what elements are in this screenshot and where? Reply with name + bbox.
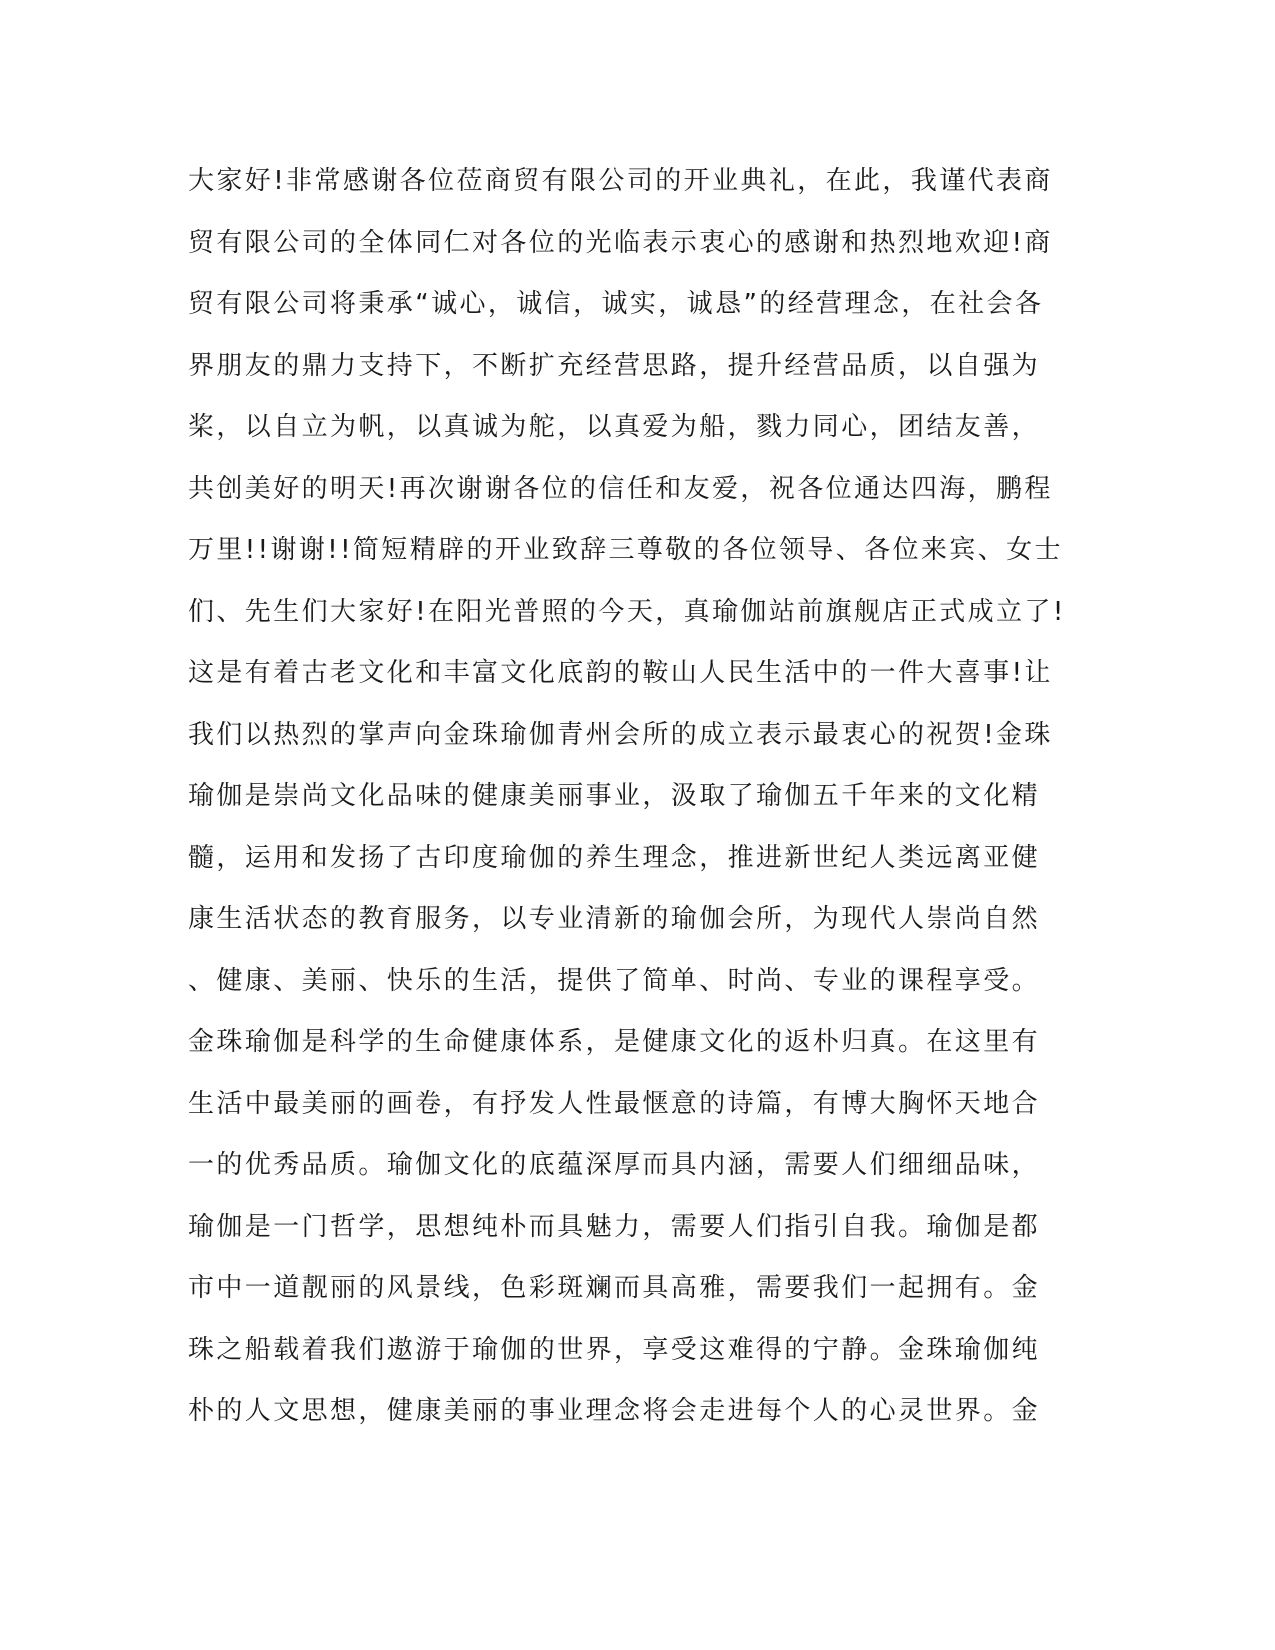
text-line: 我们以热烈的掌声向金珠瑜伽青州会所的成立表示最衷心的祝贺!金珠 [188,719,1053,750]
text-line: 瑜伽是一门哲学，思想纯朴而具魅力，需要人们指引自我。瑜伽是都 [188,1211,1041,1242]
text-line: 康生活状态的教育服务，以专业清新的瑜伽会所，为现代人崇尚自然 [188,904,1041,934]
body-text [188,162,1068,1454]
text-line: 万里!!谢谢!!简短精辟的开业致辞三尊敬的各位领导、各位来宾、女士 [188,535,1063,565]
text-line: 界朋友的鼎力支持下，不断扩充经营思路，提升经营品质，以自强为 [188,350,1041,381]
text-line: 们、先生们大家好!在阳光普照的今天，真瑜伽站前旗舰店正式成立了! [188,596,1066,627]
text-line: 髓，运用和发扬了古印度瑜伽的养生理念，推进新世纪人类远离亚健 [188,842,1041,873]
text-line: 一的优秀品质。瑜伽文化的底蕴深厚而具内涵，需要人们细细品味， [188,1150,1041,1180]
text-line: 共创美好的明天!再次谢谢各位的信任和友爱，祝各位通达四海，鹏程 [188,473,1053,504]
text-line: 桨，以自立为帆，以真诚为舵，以真爱为船，戮力同心，团结友善， [188,412,1041,442]
text-line: 贸有限公司的全体同仁对各位的光临表示衷心的感谢和热烈地欢迎!商 [188,227,1053,258]
text-line: 生活中最美丽的画卷，有抒发人性最惬意的诗篇，有博大胸怀天地合 [188,1088,1041,1119]
text-line: 瑜伽是崇尚文化品味的健康美丽事业，汲取了瑜伽五千年来的文化精 [188,781,1041,811]
text-line: 这是有着古老文化和丰富文化底韵的鞍山人民生活中的一件大喜事!让 [188,658,1053,688]
text-line: 贸有限公司将秉承“诚心，诚信，诚实，诚恳”的经营理念，在社会各 [188,289,1044,319]
text-line: 大家好!非常感谢各位莅商贸有限公司的开业典礼，在此，我谨代表商 [188,166,1053,196]
text-line: 、健康、美丽、快乐的生活，提供了简单、时尚、专业的课程享受。 [188,965,1041,996]
text-line: 朴的人文思想，健康美丽的事业理念将会走进每个人的心灵世界。金 [188,1396,1041,1426]
text-line: 珠之船载着我们遨游于瑜伽的世界，享受这难得的宁静。金珠瑜伽纯 [188,1334,1041,1365]
text-line: 市中一道靓丽的风景线，色彩斑斓而具高雅，需要我们一起拥有。金 [188,1273,1041,1303]
text-line: 金珠瑜伽是科学的生命健康体系，是健康文化的返朴归真。在这里有 [188,1027,1041,1057]
